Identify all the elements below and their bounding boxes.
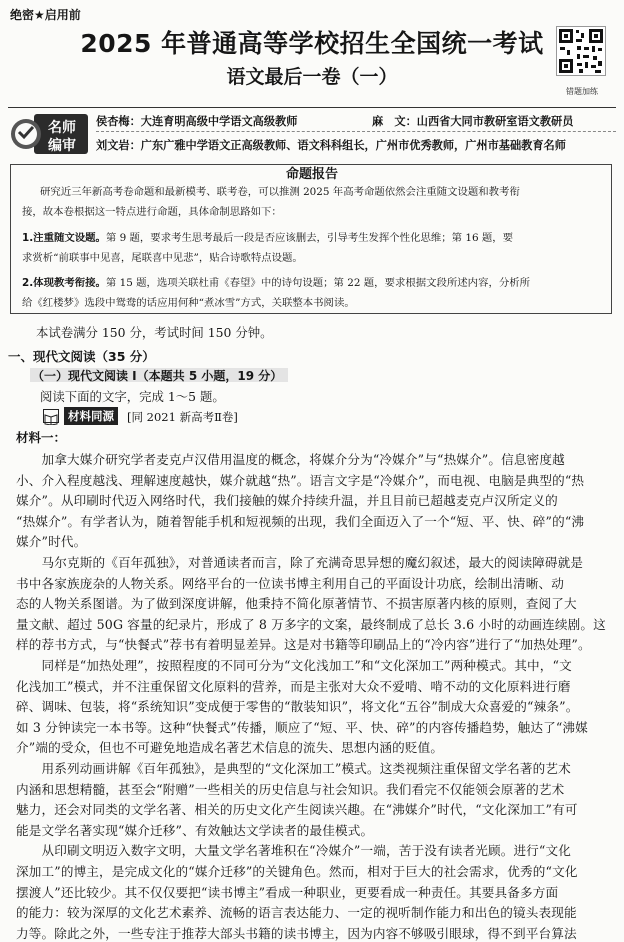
passage-line: 小、介入程度越浅、理解速度越快，媒介就越“热”。语言文字是“冷媒介”，而电视、电脑是典型的“热 xyxy=(16,472,585,488)
passage-line: 加拿大媒介研究学者麦克卢汉借用温度的概念，将媒介分为“冷媒介”与“热媒介”。信息密度越 xyxy=(16,452,565,467)
badge-text-top: 名师 xyxy=(48,120,76,136)
report-line-2: 接，故本卷根据这一特点进行命题，具体命制思路如下： xyxy=(22,206,282,218)
passage-line: 能是文学名著实现“媒介迁移”、有效触达文学读者的最佳模式。 xyxy=(16,822,374,838)
author-divider xyxy=(96,131,616,132)
score-line: 本试卷满分 150 分，考试时间 150 分钟。 xyxy=(36,325,273,340)
section-heading: 一、现代文阅读（35 分） xyxy=(8,349,155,364)
passage-line: 书中各家族庞杂的人物关系。网络平台的一位读书博主利用自己的平面设计功底，绘制出清晰、动 xyxy=(16,575,564,591)
instruction: 阅读下面的文字，完成 1～5 题。 xyxy=(40,389,225,404)
passage-line: 摆渡人”还比较少。其不仅仅要把“读书博主”看成一种职业，更要看成一种责任。其要具备多方面 xyxy=(16,884,559,900)
passage-line: 从印刷文明迈入数字文明，大量文学名著堆积在“冷媒介”一端，苦于没有读者光顾。进行“文化 xyxy=(16,843,572,859)
author-1: 侯杏梅：大连育明高级中学语文高级教师 xyxy=(96,115,298,128)
report-line-5: 2.体现教考衔接。第 15 题，选项关联杜甫《春望》中的诗句设题；第 22 题，要求根据文段所述内容，分析所 xyxy=(22,277,531,289)
page-title: 2025 年普通高等学校招生全国统一考试 xyxy=(80,29,544,58)
passage-line: 内涵和思想精髓，甚至会“附赠”一些相关的历史信息与社会知识。我们看完不仅能领会原著的艺术 xyxy=(16,781,565,797)
report-title: 命题报告 xyxy=(0,163,624,182)
passage-line: 的能力：较为深厚的文化艺术素养、流畅的语言表达能力、一定的视听制作能力和出色的镜头表现能 xyxy=(16,905,577,921)
passage-line: 化浅加工”模式，并不注重保留文化原料的营养，而是主张对大众不爱啃、啃不动的文化原料进行磨 xyxy=(16,678,571,694)
qr-code-icon[interactable] xyxy=(556,26,606,76)
author-2: 麻 文：山西省大同市教研室语文教研员 xyxy=(372,115,574,128)
author-3: 刘文岩：广东广雅中学语文正高级教师、语文科科组长，广州市优秀教师，广州市基础教育名师 xyxy=(96,139,566,152)
passage-line: 态的人物关系图谱。为了做到深度讲解，他秉持不简化原著情节、不损害原著内核的原则，查阅了大 xyxy=(16,596,577,612)
passage-line: 如 3 分钟读完一本书等。这种“快餐式”传播，顺应了“短、平、快、碎”的内容传播趋势，触达了“沸媒 xyxy=(16,719,588,735)
badge-text-bottom: 编审 xyxy=(48,138,76,154)
passage-line: 介”端的受众，但也不可避免地造成名著艺术信息的流失、思想内涵的贬值。 xyxy=(16,740,444,756)
source-reference: [同 2021 新高考Ⅱ卷] xyxy=(127,410,238,424)
report-line-4: 求赏析“前联事中见喜，尾联喜中见悲”，贴合诗歌特点设题。 xyxy=(22,252,303,264)
qr-caption: 错题加练 xyxy=(566,87,598,96)
passage-line: 碎、调味、包装，将“系统知识”变成便于零售的“散装知识”，将文化“五谷”制成大众喜爱的“辣条”。 xyxy=(16,699,579,715)
passage-line: 样的荐书方式，与“快餐式”荐书有着明显差异。这是对书籍等印刷品上的“冷内容”进行了“加热处理”。 xyxy=(16,637,591,653)
report-line-3: 1.注重随文设题。第 9 题，要求考生思考最后一段是否应该删去，引导考生发挥个性化思维；第 16 题，要 xyxy=(22,232,514,244)
passage-line: 量文献、超过 50G 容量的纪录片，形成了 8 万多字的文案，最终制成了总长 3.6 小时的动画连续剧。这 xyxy=(16,616,606,632)
passage-line: 媒介”时代。 xyxy=(16,534,87,550)
page-subtitle: 语文最后一卷（一） xyxy=(226,66,398,88)
header-rule xyxy=(8,107,616,108)
subsection-heading: （一）现代文阅读 I（本题共 5 小题，19 分） xyxy=(32,369,283,383)
expert-badge xyxy=(8,110,90,158)
source-label: 材料同源 xyxy=(64,407,118,425)
passage-line: 魅力，还会对同类的文学名著、相关的历史文化产生阅读兴趣。在“沸媒介”时代，“文化深加工”有可 xyxy=(16,802,578,818)
passage-line: 马尔克斯的《百年孤独》，对普通读者而言，除了充满奇思异想的魔幻叙述，最大的阅读障碍就是 xyxy=(16,555,584,570)
report-line-6: 给《红楼梦》选段中鸳鸯的话应用何种“煮冰雪”方式，关联整本书阅读。 xyxy=(22,297,355,309)
passage-line: 力等。除此之外，一些专注于推荐大部头书籍的读书博主，因为内容不够吸引眼球，得不到平台算法 xyxy=(16,925,577,941)
passage-line: 用系列动画讲解《百年孤独》，是典型的“文化深加工”模式。这类视频注重保留文学名著的艺术 xyxy=(16,761,571,776)
material-label: 材料一： xyxy=(16,430,67,445)
passage-line: 深加工”的博主，是完成文化的“媒介迁移”的关键角色。然而，相对于巨大的社会需求，优秀的“文化 xyxy=(16,864,578,879)
book-icon xyxy=(43,409,59,423)
passage-line: “热媒介”。有学者认为，随着智能手机和短视频的出现，我们全面迈入了一个“短、平、快、碎”的“沸 xyxy=(16,513,585,529)
report-line-1: 研究近三年新高考卷命题和最新模考、联考卷，可以推测 2025 年高考命题依然会注重随文设题和教考衔 xyxy=(40,186,520,198)
passage-line: 媒介”。从印刷时代迈入网络时代，我们接触的媒介持续升温，并且目前已超越麦克卢汉所定义的 xyxy=(16,493,558,509)
passage-line: 同样是“加热处理”，按照程度的不同可分为“文化浅加工”和“文化深加工”两种模式。其中，“文 xyxy=(16,658,572,673)
confidential-mark: 绝密★启用前 xyxy=(10,8,81,22)
